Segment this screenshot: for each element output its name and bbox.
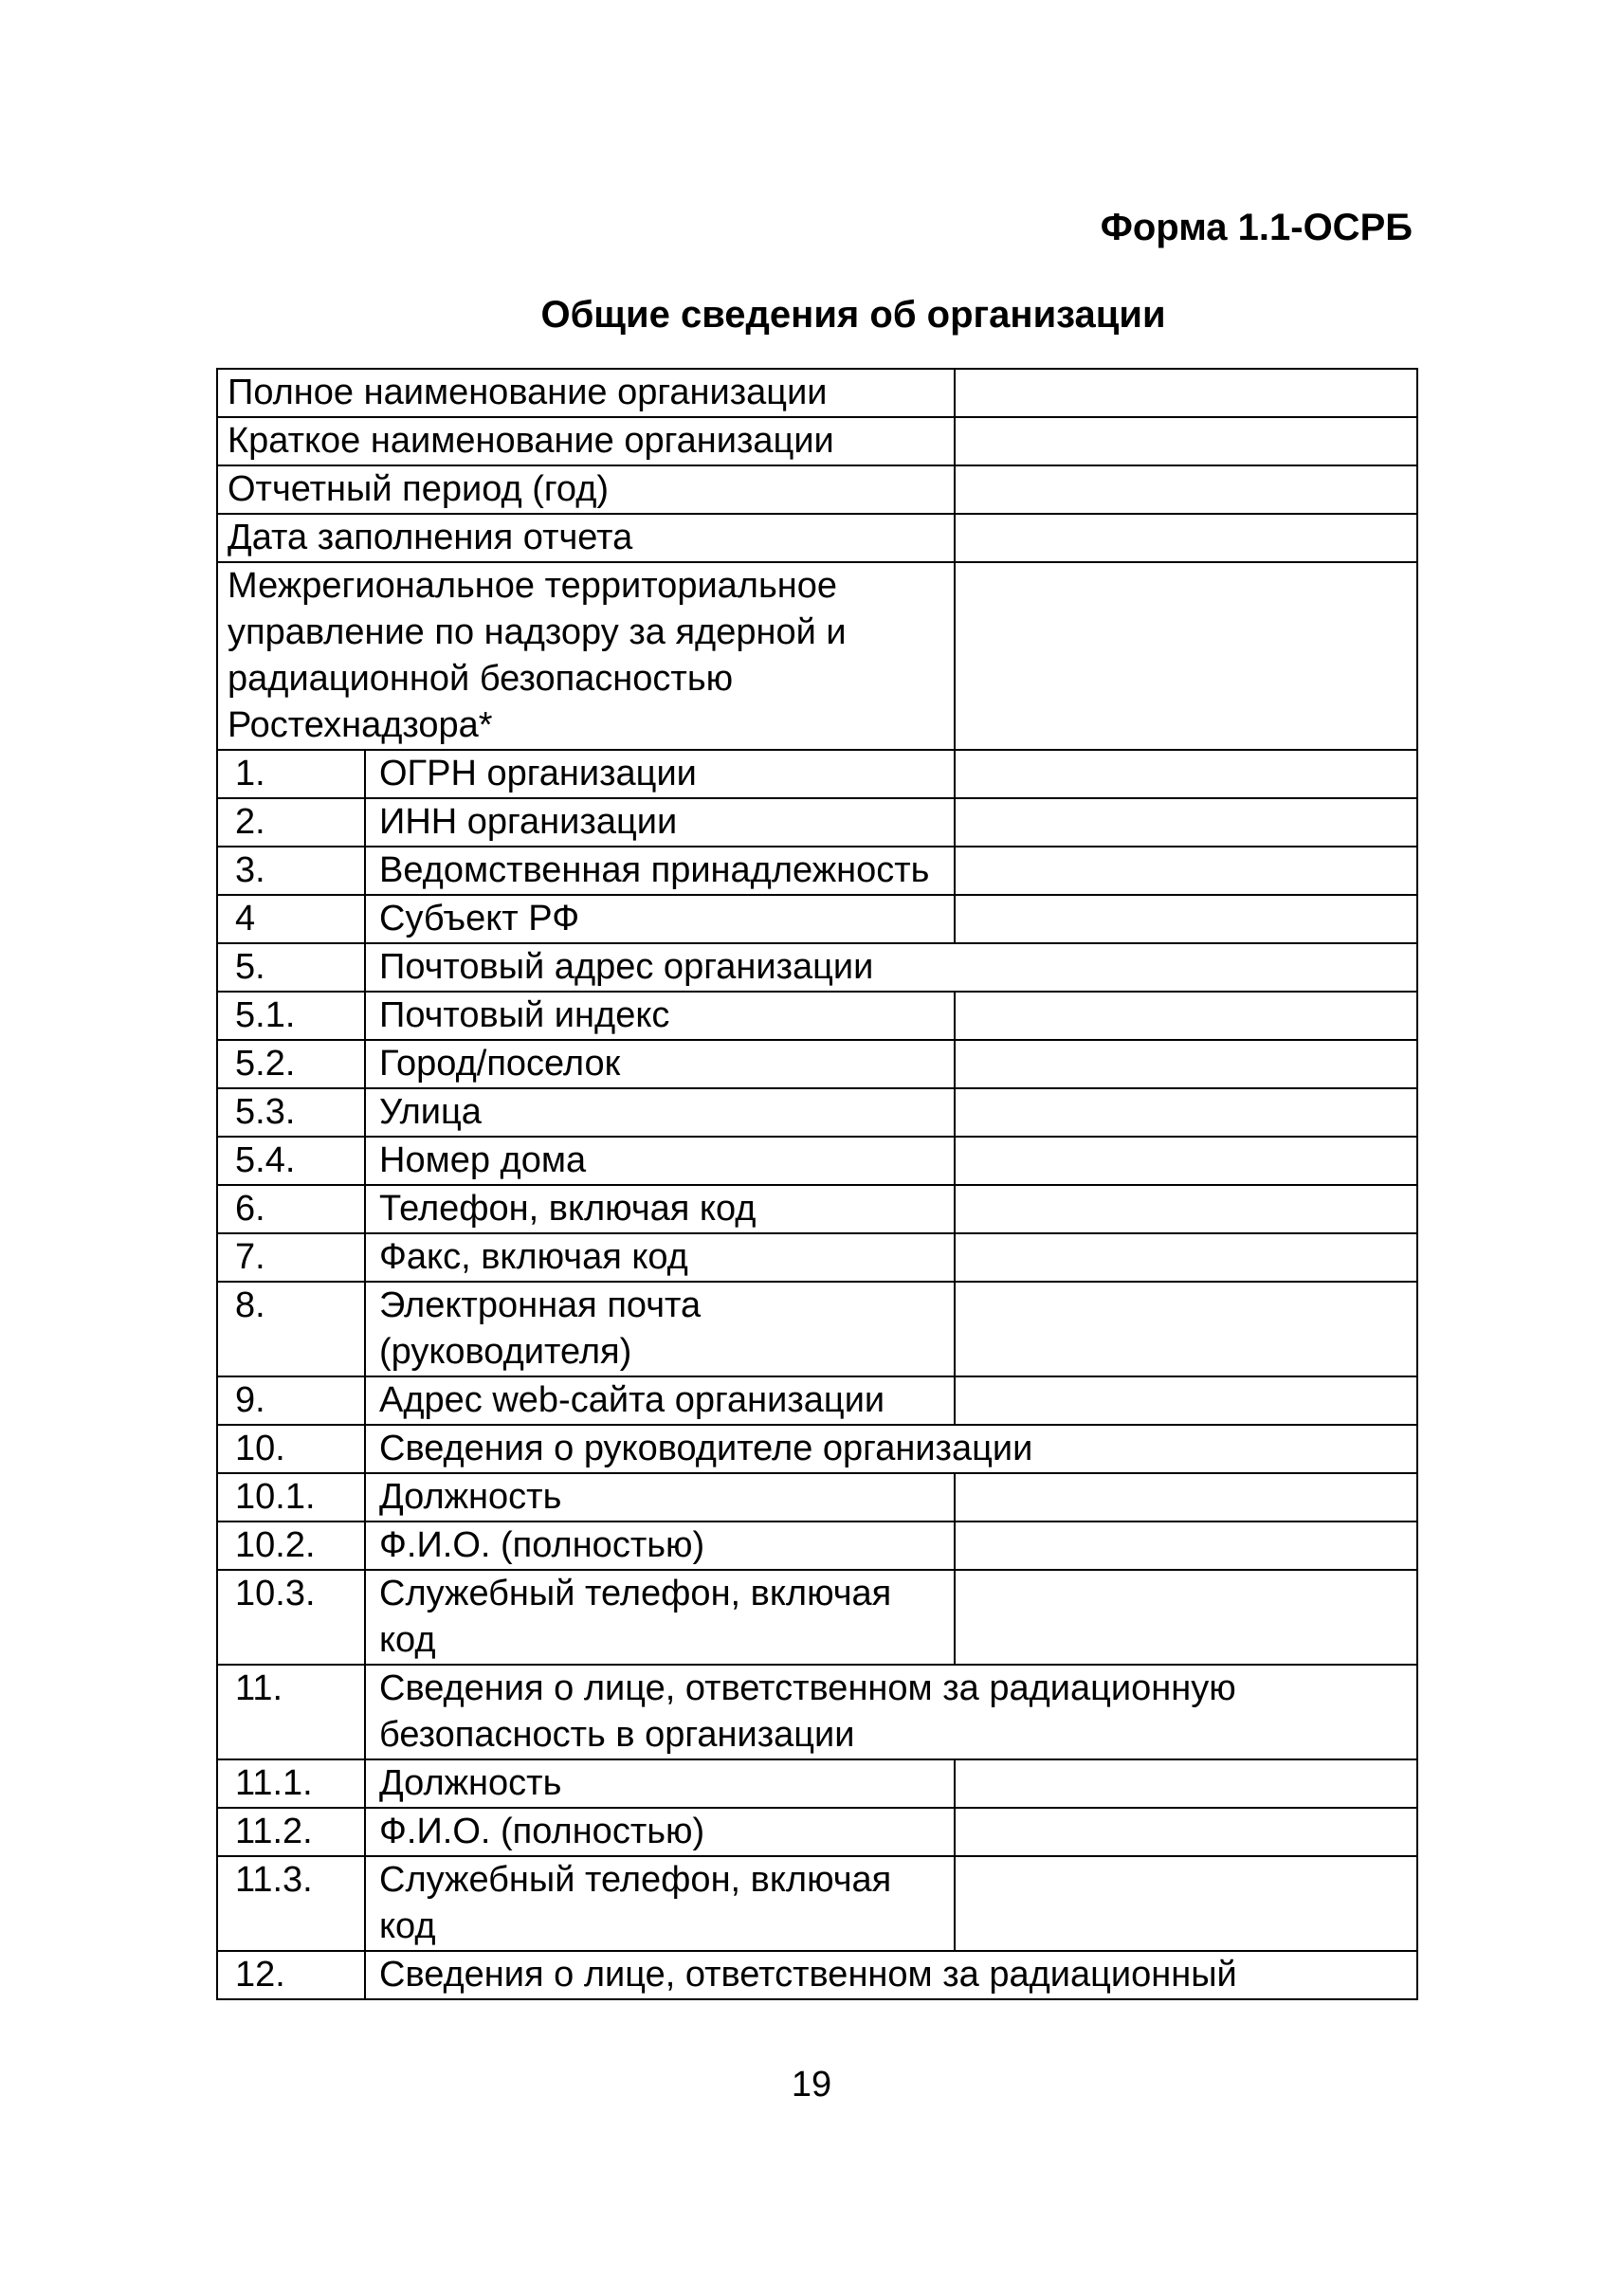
row-label: Почтовый индекс [365,992,955,1040]
row-number: 11.1. [217,1759,365,1808]
row-label: Должность [365,1759,955,1808]
value-cell[interactable] [955,562,1417,750]
table-row [217,943,1417,992]
table-row [217,798,1417,847]
row-number: 10. [217,1425,365,1473]
table-row [217,1233,1417,1282]
row-number: 5.4. [217,1137,365,1185]
table-row [217,895,1417,943]
row-number: 5.3. [217,1088,365,1137]
value-cell[interactable] [955,1808,1417,1856]
row-label: Адрес web-сайта организации [365,1376,955,1425]
value-cell[interactable] [955,417,1417,465]
table-row [217,1088,1417,1137]
table-row [217,1759,1417,1808]
value-cell[interactable] [955,369,1417,417]
value-cell[interactable] [955,1376,1417,1425]
value-cell[interactable] [955,1570,1417,1665]
table-row [217,1185,1417,1233]
value-cell[interactable] [955,1185,1417,1233]
row-number: 1. [217,750,365,798]
row-number: 11. [217,1665,365,1759]
row-label: Ведомственная принадлежность [365,847,955,895]
row-label: Ф.И.О. (полностью) [365,1522,955,1570]
table-row [217,1040,1417,1088]
row-number: 5. [217,943,365,992]
row-label: Улица [365,1088,955,1137]
row-number: 6. [217,1185,365,1233]
value-cell[interactable] [955,1856,1417,1951]
table-row [217,514,1417,562]
table-row [217,1665,1417,1759]
table-row [217,562,1417,750]
value-cell[interactable] [955,1088,1417,1137]
row-label: Полное наименование организации [217,369,955,417]
value-cell[interactable] [955,1282,1417,1376]
row-label: ОГРН организации [365,750,955,798]
row-number: 11.3. [217,1856,365,1951]
page-number: 19 [791,2065,832,2105]
organization-info-table [216,368,1418,2000]
row-label: Город/поселок [365,1040,955,1088]
section-label: Сведения о руководителе организации [365,1425,1417,1473]
table-row [217,1473,1417,1522]
row-label: Электронная почта (руководителя) [365,1282,955,1376]
table-row [217,1856,1417,1951]
section-label: Сведения о лице, ответственном за радиационную безопасность в организации [365,1665,1417,1759]
value-cell[interactable] [955,1137,1417,1185]
value-cell[interactable] [955,1233,1417,1282]
value-cell[interactable] [955,1759,1417,1808]
section-label: Сведения о лице, ответственном за радиационный [365,1951,1417,1999]
value-cell[interactable] [955,1473,1417,1522]
table-row [217,369,1417,417]
row-label: Факс, включая код [365,1233,955,1282]
row-number: 11.2. [217,1808,365,1856]
table-row [217,1376,1417,1425]
row-label: Субъект РФ [365,895,955,943]
value-cell[interactable] [955,847,1417,895]
table-row [217,750,1417,798]
row-label: Межрегиональное территориальное управление по надзору за ядерной и радиационной безопасностью Ростехнадзора* [217,562,955,750]
value-cell[interactable] [955,1522,1417,1570]
table-row [217,1282,1417,1376]
table-row [217,1570,1417,1665]
row-label: Номер дома [365,1137,955,1185]
value-cell[interactable] [955,514,1417,562]
row-label: Ф.И.О. (полностью) [365,1808,955,1856]
row-label: Дата заполнения отчета [217,514,955,562]
row-number: 10.3. [217,1570,365,1665]
row-number: 5.2. [217,1040,365,1088]
row-number: 5.1. [217,992,365,1040]
value-cell[interactable] [955,465,1417,514]
row-number: 2. [217,798,365,847]
table-row [217,992,1417,1040]
table-row [217,1951,1417,1999]
table-row [217,465,1417,514]
value-cell[interactable] [955,798,1417,847]
value-cell[interactable] [955,992,1417,1040]
row-label: Служебный телефон, включая код [365,1856,955,1951]
row-label: Должность [365,1473,955,1522]
value-cell[interactable] [955,750,1417,798]
value-cell[interactable] [955,895,1417,943]
value-cell[interactable] [955,1040,1417,1088]
page-title: Общие сведения об организации [540,294,1166,336]
row-label: Отчетный период (год) [217,465,955,514]
row-label: Краткое наименование организации [217,417,955,465]
row-number: 12. [217,1951,365,1999]
row-number: 9. [217,1376,365,1425]
table-row [217,417,1417,465]
table-row [217,1808,1417,1856]
row-number: 8. [217,1282,365,1376]
row-label: Телефон, включая код [365,1185,955,1233]
table-row [217,1137,1417,1185]
row-number: 4 [217,895,365,943]
table-row [217,847,1417,895]
row-number: 10.2. [217,1522,365,1570]
row-label: ИНН организации [365,798,955,847]
row-number: 7. [217,1233,365,1282]
row-number: 3. [217,847,365,895]
section-label: Почтовый адрес организации [365,943,1417,992]
row-number: 10.1. [217,1473,365,1522]
table-row [217,1425,1417,1473]
form-number: Форма 1.1-ОСРБ [1100,207,1413,248]
table-row [217,1522,1417,1570]
row-label: Служебный телефон, включая код [365,1570,955,1665]
